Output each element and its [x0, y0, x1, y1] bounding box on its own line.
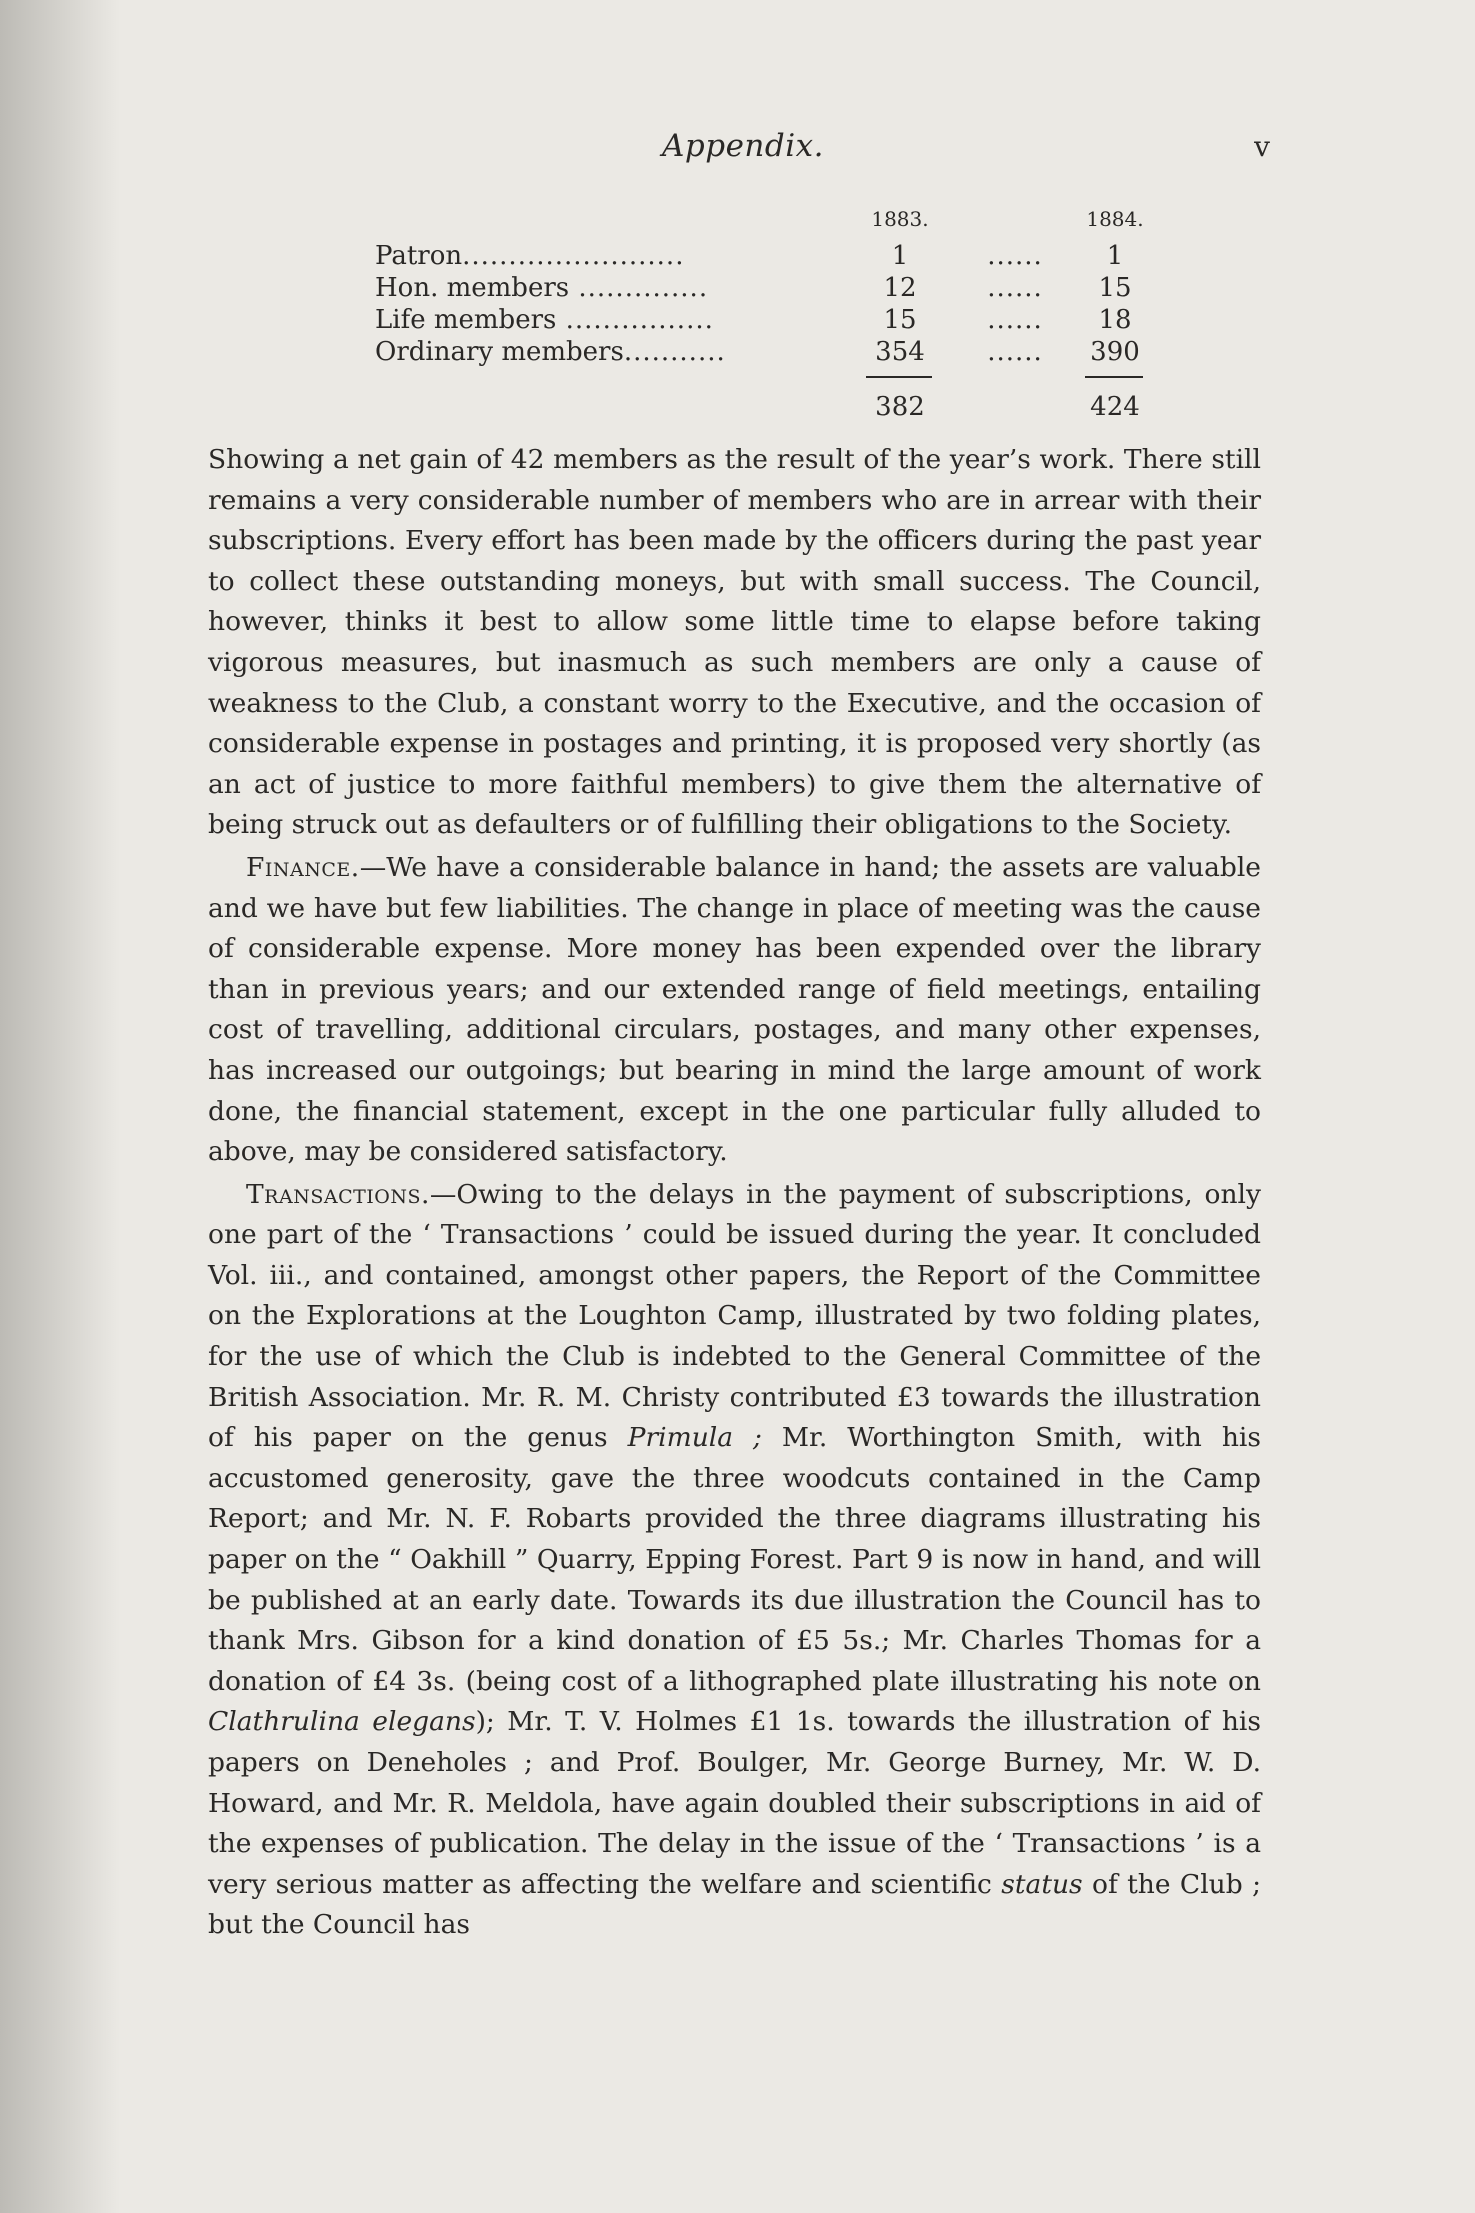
italic-primula: Primula ; [627, 1422, 762, 1454]
table-row [375, 272, 1132, 304]
running-head: Appendix. [662, 128, 824, 164]
leader-dots: ...... [987, 337, 1043, 367]
row-label: Hon. members [375, 273, 570, 303]
page-edge-shadow [0, 0, 120, 2213]
leader-dots: ................ [556, 305, 714, 335]
total-row [375, 390, 1140, 424]
value-1883: 354 [875, 337, 925, 367]
leader-dots: ........... [623, 337, 726, 367]
finance-text: —We have a considerable balance in hand; the assets are valuable and we have but few liabilities. The change in place of meeting was the cause of considerable expense. More money has been expended over the library than in previous years; and our extended range of field meetings, entailing cost of travelling, additional circulars, postages, and many other expenses, has increased our outgoings; but bearing in mind the large amount of work done, the financial statement, except in the one particular fully alluded to above, may be considered satisfactory. [208, 851, 1261, 1168]
page-header [200, 128, 1270, 168]
table-row [375, 240, 1124, 272]
transactions-text: —Owing to the delays in the payment of subscriptions, only one part of the ‘ Transactions ’ could be issued during the year. It concluded Vol. iii., and contained, amongst other papers, the Report of the Committee on the Explorations at the Loughton Camp, illustrated by two folding plates, for the use of which the Club is indebted to the General Committee of the British Association. Mr. R. M. Christy contributed £3 towards the illustration of his paper on the genus [208, 1178, 1261, 1454]
value-1884: 18 [1098, 305, 1132, 335]
year-1883-header: 1883. [871, 207, 929, 231]
value-1884: 390 [1090, 337, 1140, 367]
italic-clathrulina: Clathrulina elegans [208, 1706, 476, 1738]
section-heading-transactions: Transactions. [246, 1178, 430, 1210]
paragraph-transactions [208, 1175, 1261, 1946]
table-row [375, 304, 1132, 336]
leader-dots: ........................ [462, 241, 685, 271]
value-1883: 15 [883, 305, 917, 335]
row-label: Patron [375, 241, 463, 271]
membership-table [375, 204, 1144, 424]
total-1883: 382 [875, 392, 925, 422]
paragraph-membership: Showing a net gain of 42 members as the result of the year’s work. There still remains a very considerable number of members who are in arrear with their subscriptions. Every effort has been made by the officers during the past year to collect these outstanding moneys, but with small success. The Council, however, thinks it best to allow some little time to elapse before taking vigorous measures, but inasmuch as such members are only a cause of weakness to the Club, a constant worry to the Executive, and the occasion of considerable expense in postages and printing, it is proposed very shortly (as an act of justice to more faithful members) to give them the alternative of being struck out as defaulters or of fulfilling their obligations to the Society. [208, 444, 1261, 841]
table-header-row [375, 204, 1144, 234]
row-label: Ordinary members [375, 337, 624, 367]
leader-dots: ...... [987, 305, 1043, 335]
section-heading-finance: Finance. [246, 851, 360, 883]
total-rule [866, 376, 932, 378]
value-1883: 1 [891, 241, 909, 271]
value-1883: 12 [883, 273, 917, 303]
transactions-text: of the Club ; but the Council has [208, 1868, 1262, 1941]
transactions-text: Mr. Worthington Smith, with his accustomed generosity, gave the three woodcuts contained in the Camp Report; and Mr. N. F. Robarts provided the three diagrams illustrating his paper on the “ Oakhill ” Quarry, Epping Forest. Part 9 is now in hand, and will be published at an early date. Towards its due illustration the Council has to thank Mrs. Gibson for a kind donation of £5 5s.; Mr. Charles Thomas for a donation of £4 3s. (being cost of a lithographed plate illustrating his note on [208, 1422, 1261, 1697]
leader-dots: ...... [987, 273, 1043, 303]
year-1884-header: 1884. [1086, 207, 1144, 231]
value-1884: 15 [1098, 273, 1132, 303]
leader-dots: ...... [987, 241, 1043, 271]
value-1884: 1 [1106, 241, 1124, 271]
page-number: v [1254, 130, 1270, 163]
total-1884: 424 [1090, 392, 1140, 422]
paragraph-finance [208, 848, 1261, 1173]
italic-status: status [1001, 1868, 1083, 1900]
transactions-text: ); Mr. T. V. Holmes £1 1s. towards the illustration of his papers on Deneholes ; and Prof. Boulger, Mr. George Burney, Mr. W. D. Howard, and Mr. R. Meldola, have again doubled their subscriptions in aid of the expenses of publication. The delay in the issue of the ‘ Transactions ’ is a very serious matter as affecting the welfare and scientific [208, 1706, 1261, 1900]
row-label: Life members [375, 305, 557, 335]
total-rule-row [375, 368, 1105, 386]
table-row [375, 336, 1140, 368]
leader-dots: .............. [569, 273, 709, 303]
total-rule [1085, 376, 1143, 378]
body-text [208, 440, 1261, 1948]
